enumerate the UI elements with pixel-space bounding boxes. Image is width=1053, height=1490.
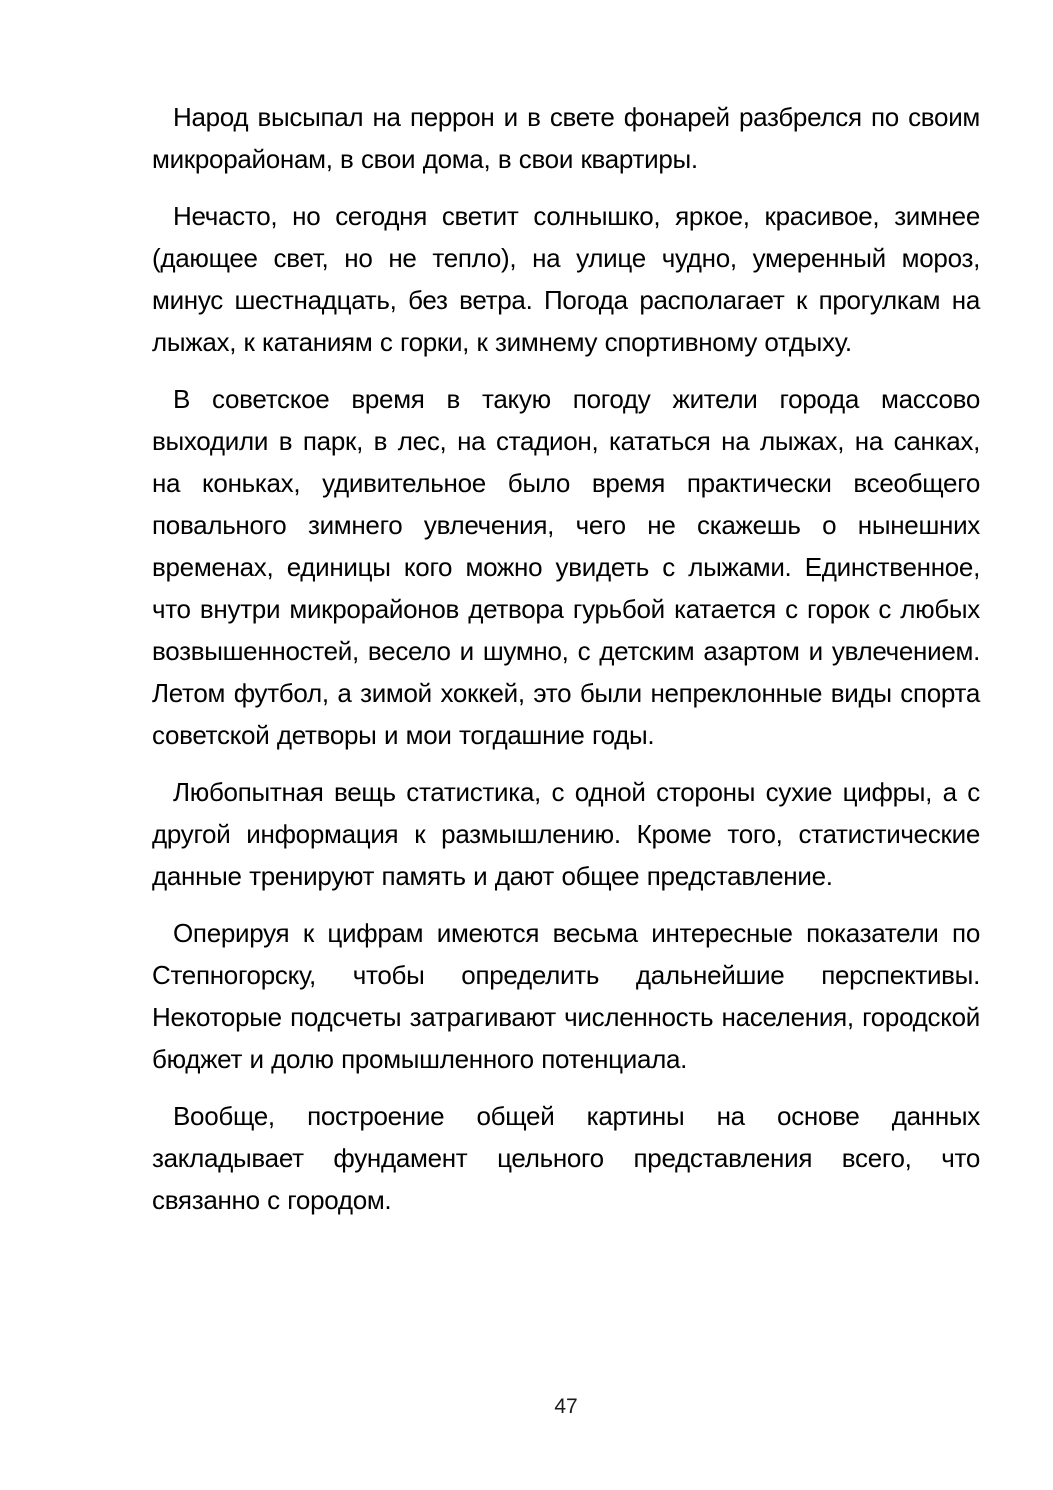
- paragraph-5: Оперируя к цифрам имеются весьма интересные показатели по Степногорску, чтобы определить дальнейшие перспективы. Некоторые подсчеты затрагивают численность населения, городской бюджет и долю промышленного потенциала.: [152, 918, 980, 1074]
- page-footer: [152, 1392, 980, 1422]
- paragraph-2: Нечасто, но сегодня светит солнышко, яркое, красивое, зимнее (дающее свет, но не тепло), на улице чудно, умеренный мороз, минус шестнадцать, без ветра. Погода располагает к прогулкам на лыжах, к катаниям с горки, к зимнему спортивному отдыху.: [152, 201, 980, 357]
- paragraph-3: В советское время в такую погоду жители города массово выходили в парк, в лес, на стадион, кататься на лыжах, на санках, на коньках, удивительное было время практически всеобщего повального зимнего увлечения, чего не скажешь о нынешних временах, единицы кого можно увидеть с лыжами. Единственное, что внутри микрорайонов детвора гурьбой катается с горок с любых возвышенностей, весело и шумно, с детским азартом и увлечением. Летом футбол, а зимой хоккей, это были непреклонные виды спорта советской детворы и мои тогдашние годы.: [152, 384, 980, 750]
- paragraph-6: Вообще, построение общей картины на основе данных закладывает фундамент цельного представления всего, что связанно с городом.: [152, 1101, 980, 1215]
- text-block: [152, 96, 980, 1236]
- paragraph-4: Любопытная вещь статистика, с одной стороны сухие цифры, а с другой информация к размышлению. Кроме того, статистические данные тренируют память и дают общее представление.: [152, 777, 980, 891]
- page-number: 47: [554, 1395, 578, 1418]
- paragraph-1: Народ высыпал на перрон и в свете фонарей разбрелся по своим микрорайонам, в свои дома, в свои квартиры.: [152, 102, 980, 174]
